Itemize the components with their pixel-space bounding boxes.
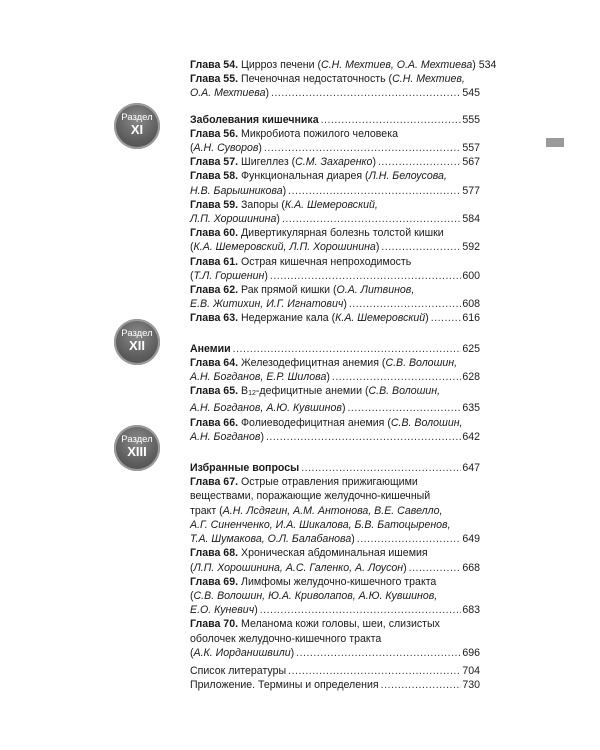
toc-entry-ch66[interactable]: Глава 66. Фолиеводефицитная анемия (С.В. Волошин, А.Н. Богданов) ..... 642 xyxy=(190,416,480,444)
page-number: 625 xyxy=(462,342,480,355)
toc-entry-ch69[interactable]: Глава 69. Лимфомы желудочно-кишечного тракта (С.В. Волошин, Ю.А. Криволапов, А.Ю. Кувшинов, Е.О. Куневич) ..... 683 xyxy=(190,575,480,618)
toc-entry-ch70[interactable]: Глава 70. Меланома кожи головы, шеи, слизистых оболочек желудочно-кишечного тракта (А.К. Иорданишвили) ..... 696 xyxy=(190,617,480,660)
toc-entry-ch59[interactable]: Глава 59. Запоры (К.А. Шемеровский, Л.П. Хорошинина) ..... 584 xyxy=(190,198,480,226)
page-number: 704 xyxy=(462,664,480,677)
toc-entry-ch58[interactable]: Глава 58. Функциональная диарея (Л.Н. Белоусова, Н.В. Барышникова) ..... 577 xyxy=(190,169,480,197)
toc-entry-ch56[interactable]: Глава 56. Микробиота пожилого человека (А.Н. Суворов) ..... 557 xyxy=(190,127,480,155)
page-number: 696 xyxy=(462,646,480,659)
toc-section-anemias[interactable]: Анемии ..... 625 xyxy=(190,342,480,356)
toc-entry-appendix[interactable]: Приложение. Термины и определения ..... 730 xyxy=(190,678,480,692)
page-number: 730 xyxy=(462,679,480,692)
page-number: 557 xyxy=(462,142,480,155)
toc-entry-ch61[interactable]: Глава 61. Острая кишечная непроходимость (Т.Л. Горшенин) ..... 600 xyxy=(190,255,480,283)
page-number: 647 xyxy=(462,462,480,475)
page-number: 534 xyxy=(478,59,497,71)
page-number: 635 xyxy=(462,402,480,415)
page-number: 608 xyxy=(462,298,480,311)
toc-entry-references[interactable]: Список литературы ..... 704 xyxy=(190,664,480,678)
section-badge-xiii: Раздел XIII xyxy=(114,425,160,471)
toc-entry-ch64[interactable]: Глава 64. Железодефицитная анемия (С.В. Волошин, А.Н. Богданов, Е.Р. Шилова) ..... 628 xyxy=(190,356,480,384)
page-number: 649 xyxy=(462,533,480,546)
toc-section-intestinal[interactable]: Заболевания кишечника ..... 555 xyxy=(190,113,480,127)
toc-entry-ch60[interactable]: Глава 60. Дивертикулярная болезнь толстой кишки (К.А. Шемеровский, Л.П. Хорошинина) ..... 592 xyxy=(190,226,480,254)
page-number: 555 xyxy=(462,113,480,126)
toc-entry-ch68[interactable]: Глава 68. Хроническая абдоминальная ишемия (Л.П. Хорошинина, А.С. Галенко, А. Лоусон) ..... 668 xyxy=(190,546,480,574)
page-number: 600 xyxy=(462,269,480,282)
page-number: 683 xyxy=(462,604,480,617)
toc-entry-ch67[interactable]: Глава 67. Острые отравления прижигающими веществами, поражающие желудочно-кишечный тракт (А.Н. Лсдягин, А.М. Антонова, В.Е. Савелло, А.Г. Синенченко, И.А. Шикалова, Б.В. Батоцыренов, Т.А. Шумакова, О.Л. Балабанова) ..... 649 xyxy=(190,475,480,546)
toc-section-selected-issues[interactable]: Избранные вопросы ..... 647 xyxy=(190,461,480,475)
table-of-contents xyxy=(190,58,497,692)
toc-entry-ch54[interactable]: Глава 54. Цирроз печени (С.Н. Мехтиев, О.А. Мехтиева) 534 xyxy=(190,59,497,71)
toc-entry-ch63[interactable]: Глава 63. Недержание кала (К.А. Шемеровский) ..... 616 xyxy=(190,311,480,325)
page-number: 592 xyxy=(462,241,480,254)
toc-entry-ch57[interactable]: Глава 57. Шигеллез (С.М. Захаренко) ..... 567 xyxy=(190,155,480,169)
page-number: 577 xyxy=(462,184,480,197)
toc-entry-ch55[interactable]: Глава 55. Печеночная недостаточность (С.Н. Мехтиев, О.А. Мехтиева) ..... 545 xyxy=(190,72,480,100)
page-number: 668 xyxy=(462,561,480,574)
section-edge-marker xyxy=(546,138,564,147)
page-number: 642 xyxy=(462,430,480,443)
page-number: 584 xyxy=(462,213,480,226)
page-number: 567 xyxy=(462,156,480,169)
page-number: 545 xyxy=(462,87,480,100)
page-number: 616 xyxy=(462,312,480,325)
section-badge-xi: Раздел XI xyxy=(114,103,160,149)
toc-entry-ch65[interactable]: Глава 65. В12-дефицитные анемии (С.В. Волошин, А.Н. Богданов, А.Ю. Кувшинов) ..... 635 xyxy=(190,384,480,415)
toc-entry-ch62[interactable]: Глава 62. Рак прямой кишки (О.А. Литвинов, Е.В. Житихин, И.Г. Игнатович) ..... 608 xyxy=(190,283,480,311)
section-badge-xii: Раздел XII xyxy=(114,319,160,365)
page-number: 628 xyxy=(462,371,480,384)
